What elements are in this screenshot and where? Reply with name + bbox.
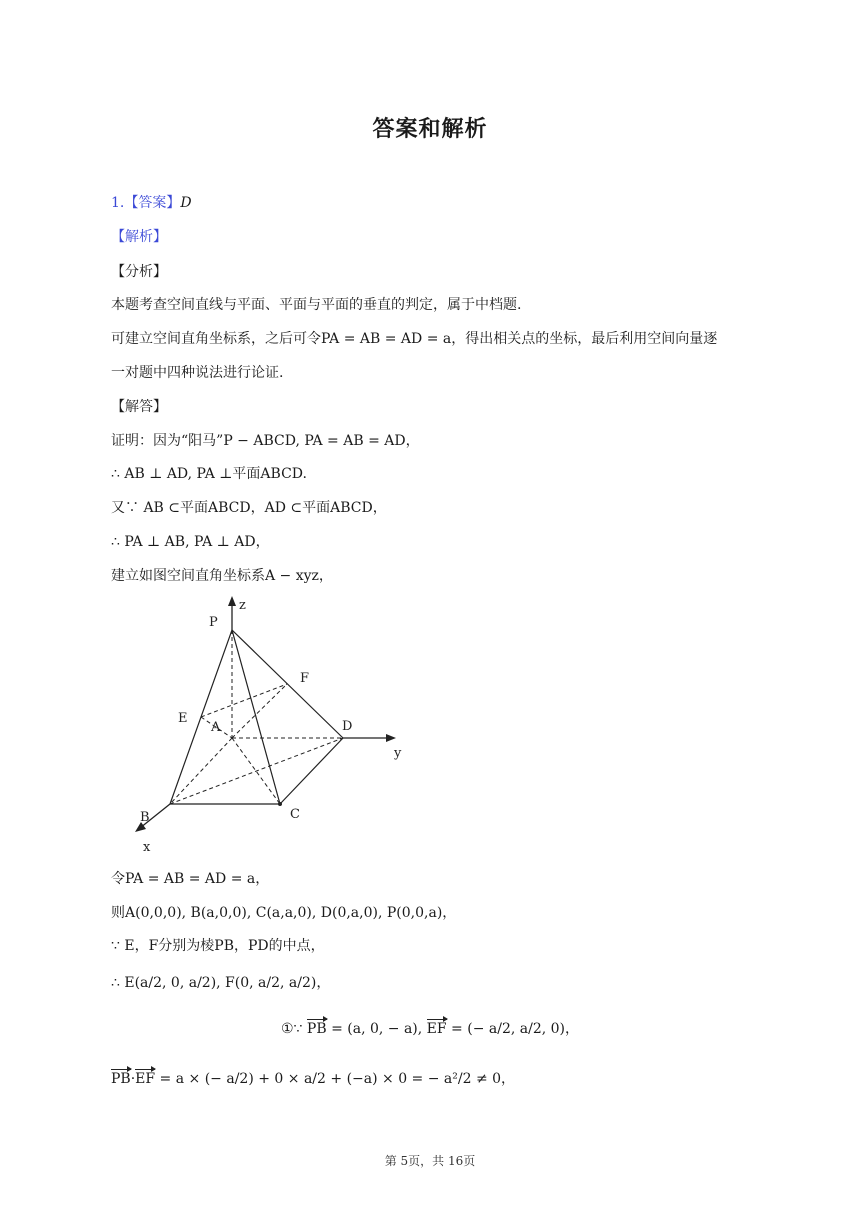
solution-line-2: ∴ AB ⊥ AD, PA ⊥平面ABCD.: [111, 466, 307, 482]
answer-line: [111, 192, 192, 212]
label-P: P: [209, 615, 218, 630]
point-C-dot: [278, 802, 282, 806]
fenxi-label: 【分析】: [111, 264, 167, 280]
page-title: 答案和解析: [372, 117, 488, 142]
analysis-line-1: 本题考查空间直线与平面、平面与平面的垂直的判定，属于中档题.: [111, 297, 522, 313]
pyramid-coordinate-figure: [130, 592, 420, 854]
y-axis-arrow: [386, 734, 396, 742]
label-D: D: [342, 719, 353, 734]
vector-PB: PB: [306, 1021, 327, 1037]
jieda-label: 【解答】: [111, 399, 167, 415]
dot-vector-EF: EF: [135, 1071, 156, 1087]
label-C: C: [290, 807, 300, 822]
label-F: F: [300, 671, 310, 686]
step1-line: [0, 1018, 860, 1038]
label-z: z: [239, 598, 246, 613]
step1-prefix: ①∵: [280, 1021, 307, 1037]
solution-line-4: ∴ PA ⊥ AB, PA ⊥ AD，: [111, 534, 270, 550]
analysis-line-3: 一对题中四种说法进行论证.: [111, 365, 284, 381]
solution-line-3: 又∵ AB ⊂平面ABCD，AD ⊂平面ABCD，: [111, 500, 387, 516]
edge-BD: [170, 738, 343, 804]
analysis-line-2: 可建立空间直角坐标系，之后可令PA = AB = AD = a，得出相关点的坐标，最后利用空间向量逐: [111, 331, 718, 347]
dot-tail: = a × (− a/2) + 0 × a/2 + (−a) × 0 = − a²/2 ≠ 0，: [155, 1071, 516, 1087]
answer-prefix: 1.【答案】: [111, 195, 181, 211]
after-line-4: ∴ E(a/2, 0, a/2), F(0, a/2, a/2)，: [111, 975, 331, 991]
dot-product-line: [111, 1068, 515, 1088]
solution-line-5: 建立如图空间直角坐标系A − xyz，: [111, 568, 333, 584]
after-line-2: 则A(0,0,0), B(a,0,0), C(a,a,0), D(0,a,0), P(0,0,a)，: [111, 905, 457, 921]
dot-symbol: ·: [130, 1071, 136, 1087]
label-A: A: [211, 720, 221, 735]
label-x: x: [143, 840, 151, 854]
vector-EF: EF: [426, 1021, 447, 1037]
step1-tail: = (− a/2, a/2, 0)，: [446, 1021, 579, 1037]
answer-value: D: [180, 195, 192, 211]
label-B: B: [140, 810, 150, 825]
dot-vector-PB: PB: [111, 1071, 131, 1087]
after-line-3: ∵ E，F分别为棱PB，PD的中点，: [111, 938, 325, 954]
label-y: y: [394, 746, 402, 761]
edge-CD: [280, 738, 343, 804]
z-axis-arrow: [228, 596, 236, 606]
solution-line-1: 证明：因为“阳马”P − ABCD, PA = AB = AD，: [111, 433, 420, 449]
label-E: E: [178, 711, 188, 726]
jiexi-label: 【解析】: [111, 229, 167, 245]
segment-EF: [201, 684, 287, 717]
edge-AB: [170, 738, 232, 804]
after-line-1: 令PA = AB = AD = a，: [111, 871, 270, 887]
page-footer: 第 5页，共 16页: [384, 1154, 476, 1168]
step1-mid: = (a, 0, − a),: [326, 1021, 427, 1037]
